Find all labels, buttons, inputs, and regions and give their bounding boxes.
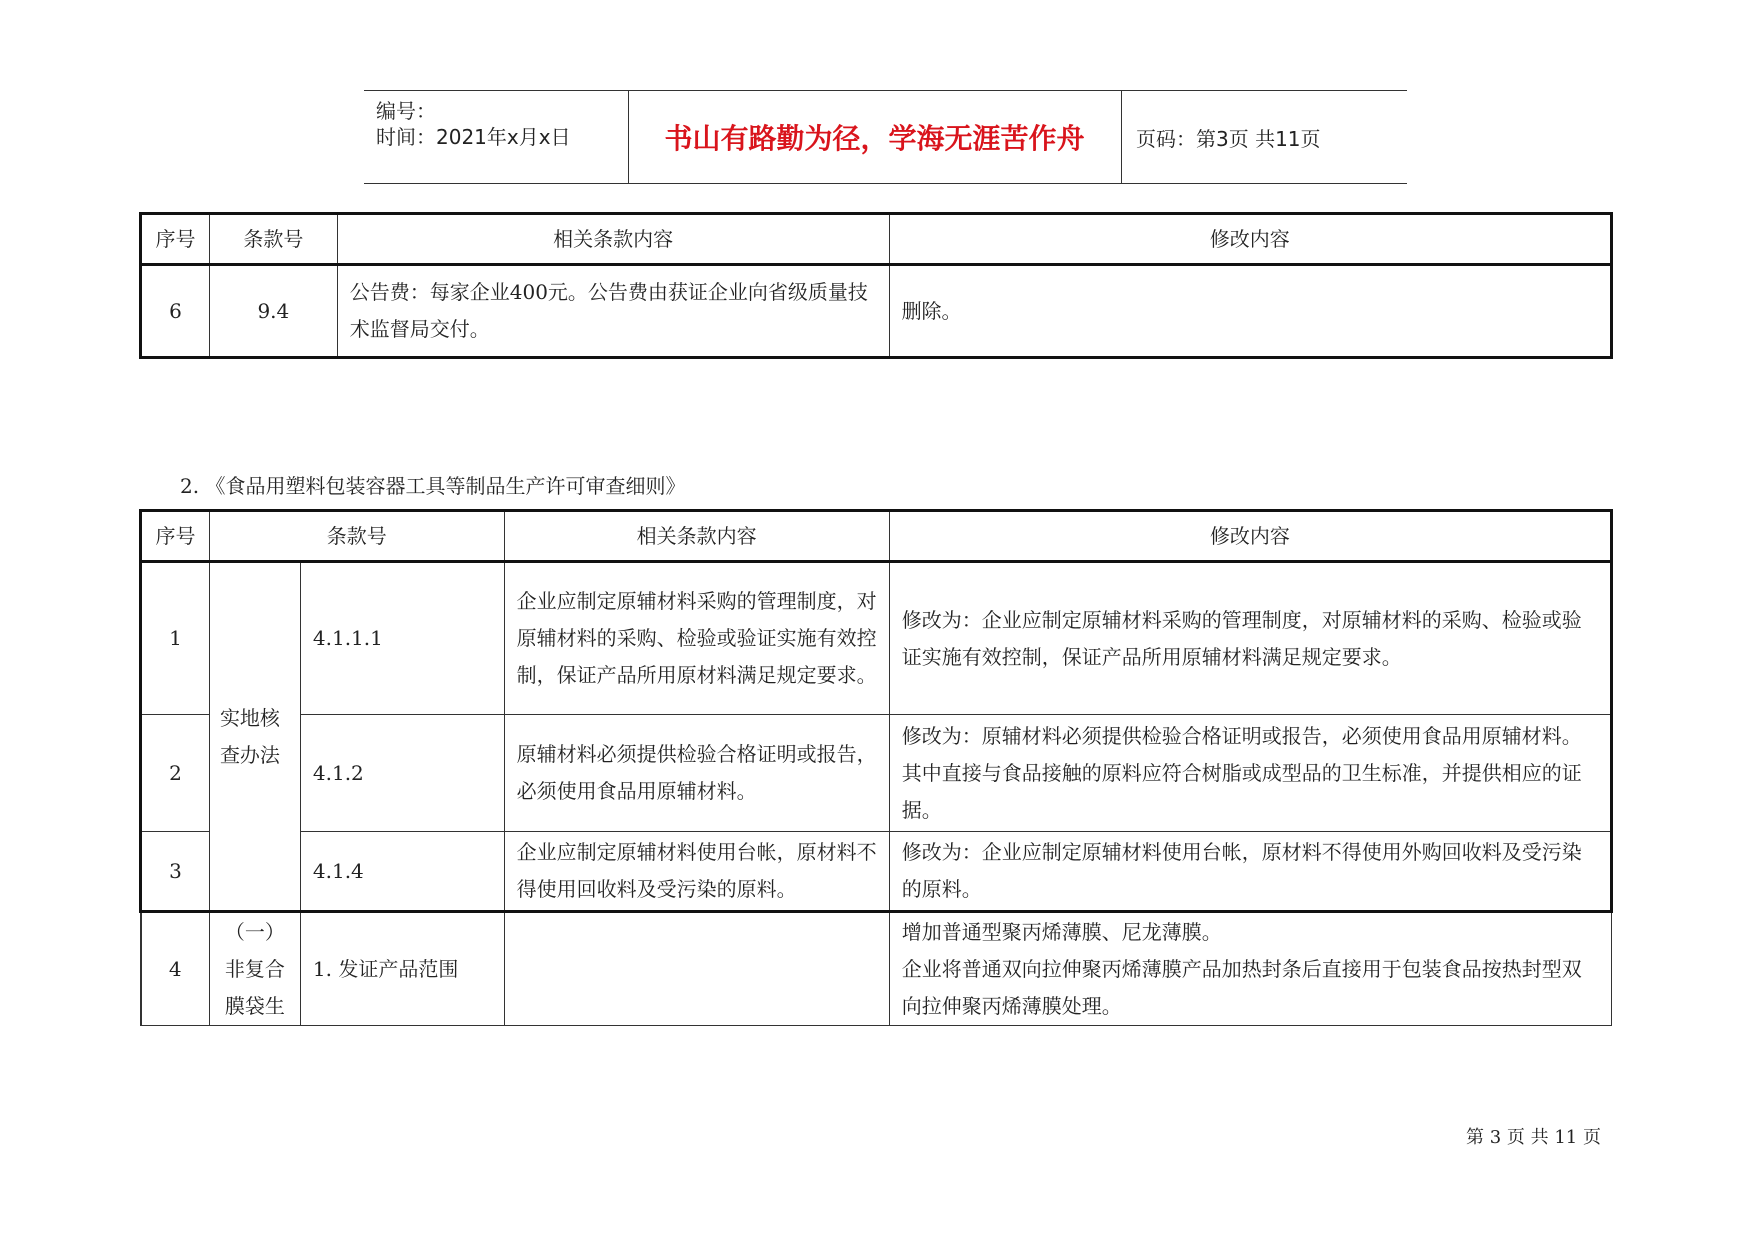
document-number-label: 编号：: [376, 99, 436, 123]
header-cell-clause: 条款号: [209, 511, 504, 562]
header-cell-content: 相关条款内容: [504, 511, 889, 562]
group-label-cell: （一）非复合膜袋生: [209, 912, 300, 1026]
header-motto: 书山有路勤为径，学海无涯苦作舟: [664, 122, 1085, 155]
row-change: 修改为：原辅材料必须提供检验合格证明或报告，必须使用食品用原辅材料。其中直接与食品接触的原料应符合树脂或成型品的卫生标准，并提供相应的证据。: [889, 715, 1611, 832]
header-right-cell: [1121, 91, 1408, 183]
revision-table-1: [139, 212, 1613, 359]
header-cell-content: 相关条款内容: [337, 214, 889, 265]
row-change: 修改为：企业应制定原辅材料使用台帐，原材料不得使用外购回收料及受污染的原料。: [889, 832, 1611, 912]
row-no: 3: [141, 832, 210, 912]
table-row: [141, 832, 1612, 912]
row-no: 1: [141, 562, 210, 715]
revision-table-2: [139, 509, 1613, 1026]
header-cell-no: 序号: [141, 511, 210, 562]
row-no: 2: [141, 715, 210, 832]
table-header-row: [141, 214, 1612, 265]
header-cell-change: 修改内容: [889, 214, 1611, 265]
row-change: 修改为：企业应制定原辅材料采购的管理制度，对原辅材料的采购、检验或验证实施有效控制，保证产品所用原辅材料满足规定要求。: [889, 562, 1611, 715]
row-content: [504, 912, 889, 1026]
row-content: 企业应制定原辅材料采购的管理制度，对原辅材料的采购、检验或验证实施有效控制，保证产品所用原材料满足规定要求。: [504, 562, 889, 715]
row-clause: 4.1.4: [300, 832, 504, 912]
table-row: [141, 562, 1612, 715]
row-no: 6: [141, 265, 210, 358]
document-time-label: 时间：2021年x月x日: [376, 125, 571, 149]
page-count-label: 页码：第3页 共11页: [1136, 126, 1321, 151]
row-clause: 4.1.2: [300, 715, 504, 832]
row-clause: 9.4: [209, 265, 337, 358]
page-header: [364, 90, 1407, 184]
row-change: 删除。: [889, 265, 1611, 358]
row-change: [889, 912, 1611, 1026]
header-cell-clause: 条款号: [209, 214, 337, 265]
header-cell-no: 序号: [141, 214, 210, 265]
row-no: 4: [141, 912, 210, 1026]
change-line: 企业将普通双向拉伸聚丙烯薄膜产品加热封条后直接用于包装食品按热封型双向拉伸聚丙烯薄膜处理。: [901, 956, 1582, 1018]
row-clause: 1. 发证产品范围: [300, 912, 504, 1026]
header-left-cell: [364, 91, 629, 183]
table-row: [141, 265, 1612, 358]
row-content: 原辅材料必须提供检验合格证明或报告，必须使用食品用原辅材料。: [504, 715, 889, 832]
row-content: 企业应制定原辅材料使用台帐，原材料不得使用回收料及受污染的原料。: [504, 832, 889, 912]
table-header-row: [141, 511, 1612, 562]
table-row: [141, 715, 1612, 832]
table-row: [141, 912, 1612, 1026]
row-content: 公告费：每家企业400元。公告费由获证企业向省级质量技术监督局交付。: [337, 265, 889, 358]
header-cell-change: 修改内容: [889, 511, 1611, 562]
group-label-cell: 实地核查办法: [209, 562, 300, 912]
change-line: 增加普通型聚丙烯薄膜、尼龙薄膜。: [901, 919, 1222, 944]
section-title: 2. 《食品用塑料包装容器工具等制品生产许可审查细则》: [180, 474, 686, 498]
page-footer: 第 3 页 共 11 页: [1466, 1127, 1601, 1148]
row-clause: 4.1.1.1: [300, 562, 504, 715]
